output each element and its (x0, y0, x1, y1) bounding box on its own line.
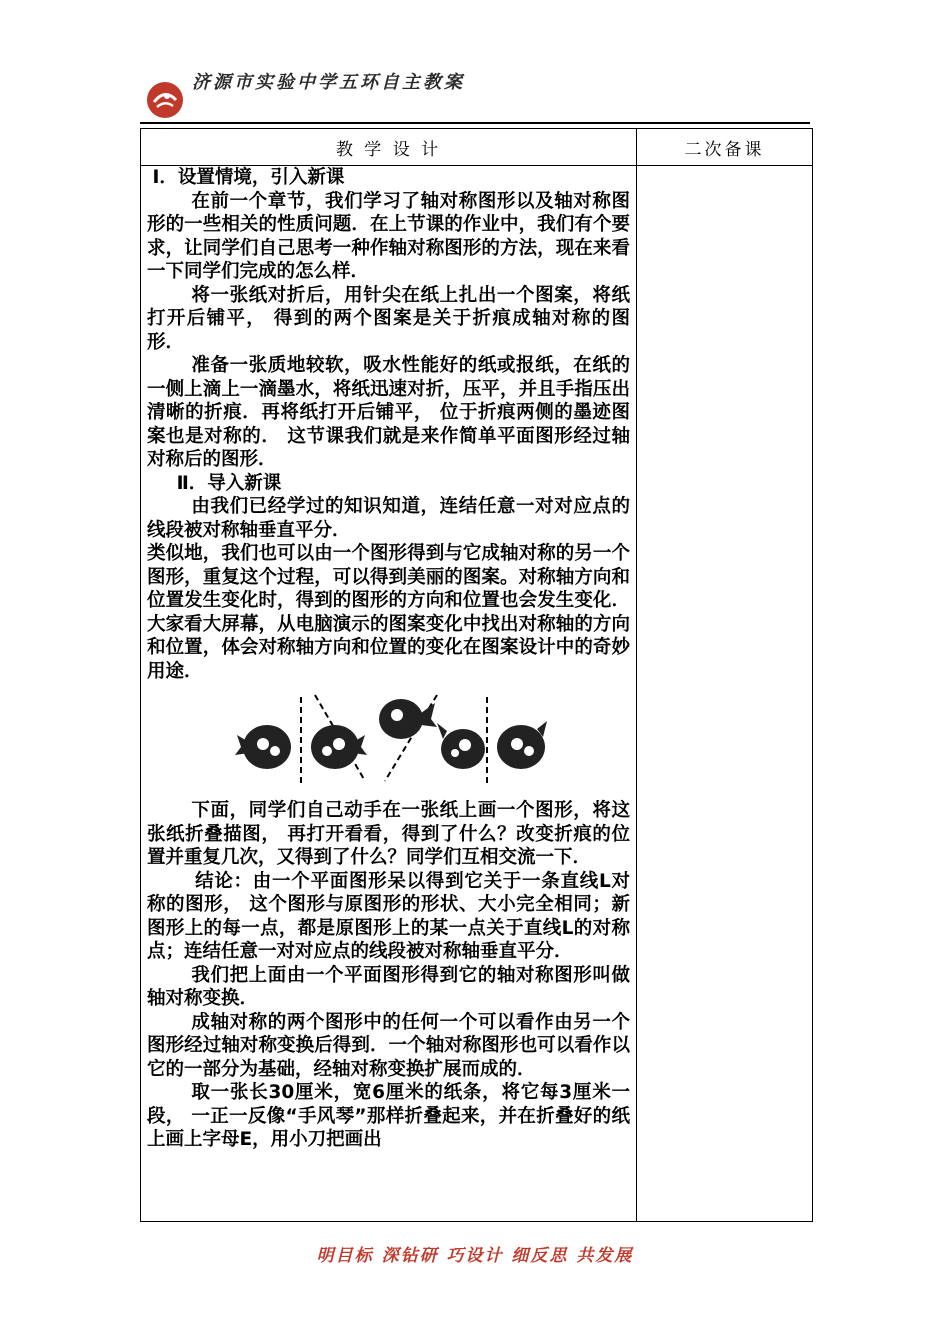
school-logo-icon (145, 80, 185, 120)
section-heading-1: Ⅰ．设置情境，引入新课 (152, 167, 345, 188)
paragraph: 由我们已经学过的知识知道，连结任意一对对应点的线段被对称轴垂直平分． (147, 496, 630, 541)
paragraph: 将一张纸对折后，用针尖在纸上扎出一个图案，将纸打开后铺平， 得到的两个图案是关于折痕成轴对称的图形． (147, 284, 630, 353)
second-prep-cell (637, 166, 813, 1222)
header-divider (140, 122, 810, 124)
school-name: 济源市实验中学五环自主教案 (192, 72, 465, 93)
fish-icon (311, 725, 367, 769)
symmetry-figure (147, 689, 630, 793)
fish-icon (379, 699, 437, 739)
fish-pattern-illustration (147, 689, 631, 793)
paragraph: 下面，同学们自己动手在一张纸上画一个图形，将这张纸折叠描图， 再打开看看，得到了什么？改变折痕的位置并重复几次，又得到了什么？同学们互相交流一下． (147, 800, 630, 868)
paragraph: 在前一个章节，我们学习了轴对称图形以及轴对称图形的一些相关的性质问题．在上节课的作业中，我们有个要求，让同学们自己思考一种作轴对称图形的方法，现在来看一下同学们完成的怎么样． (147, 190, 630, 282)
fish-icon (497, 721, 547, 769)
section-heading-2: Ⅱ．导入新课 (176, 472, 282, 494)
paragraph: 取一张长30厘米，宽6厘米的纸条，将它每3厘米一段， 一正一反像“手风琴”那样折叠起来，并在折叠好的纸上画上字母E，用小刀把画出 (147, 1082, 630, 1150)
col-header-second-prep: 二次备课 (637, 129, 813, 166)
lesson-content-cell (141, 166, 637, 1222)
lesson-plan-table (140, 128, 813, 1222)
paragraph: 类似地，我们也可以由一个图形得到与它成轴对称的另一个图形，重复这个过程，可以得到美丽的图案。对称轴方向和位置发生变化时，得到的图形的方向和位置也会发生变化．大家看大屏幕，从电脑演示的图案变化中找出对称轴的方向和位置，体会对称轴方向和位置的变化在图案设计中的奇妙用途． (147, 543, 630, 682)
col-header-design: 教 学 设 计 (141, 129, 637, 166)
page-header (140, 62, 810, 124)
paragraph: 成轴对称的两个图形中的任何一个可以看作由另一个图形经过轴对称变换后得到．一个轴对称图形也可以看作以它的一部分为基础，经轴对称变换扩展而成的． (147, 1011, 630, 1080)
footer-motto: 明目标 深钻研 巧设计 细反思 共发展 (316, 1246, 634, 1266)
paragraph: 准备一张质地较软，吸水性能好的纸或报纸，在纸的一侧上滴上一滴墨水，将纸迅速对折，压平，并且手指压出清晰的折痕．再将纸打开后铺平， 位于折痕两侧的墨迹图案也是对称的． 这节课我们就是来作简单平面图形经过轴对称后的图形． (147, 355, 630, 470)
fish-icon (437, 723, 485, 769)
paragraph: 我们把上面由一个平面图形得到它的轴对称图形叫做轴对称变换． (147, 964, 630, 1009)
conclusion-paragraph: 结论：由一个平面图形呆以得到它关于一条直线L对称的图形， 这个图形与原图形的形状、大小完全相同；新图形上的每一点，都是原图形上的某一点关于直线L的对称点；连结任意一对对应点的线段被对称轴垂直平分． (147, 870, 630, 962)
fish-icon (235, 725, 291, 769)
